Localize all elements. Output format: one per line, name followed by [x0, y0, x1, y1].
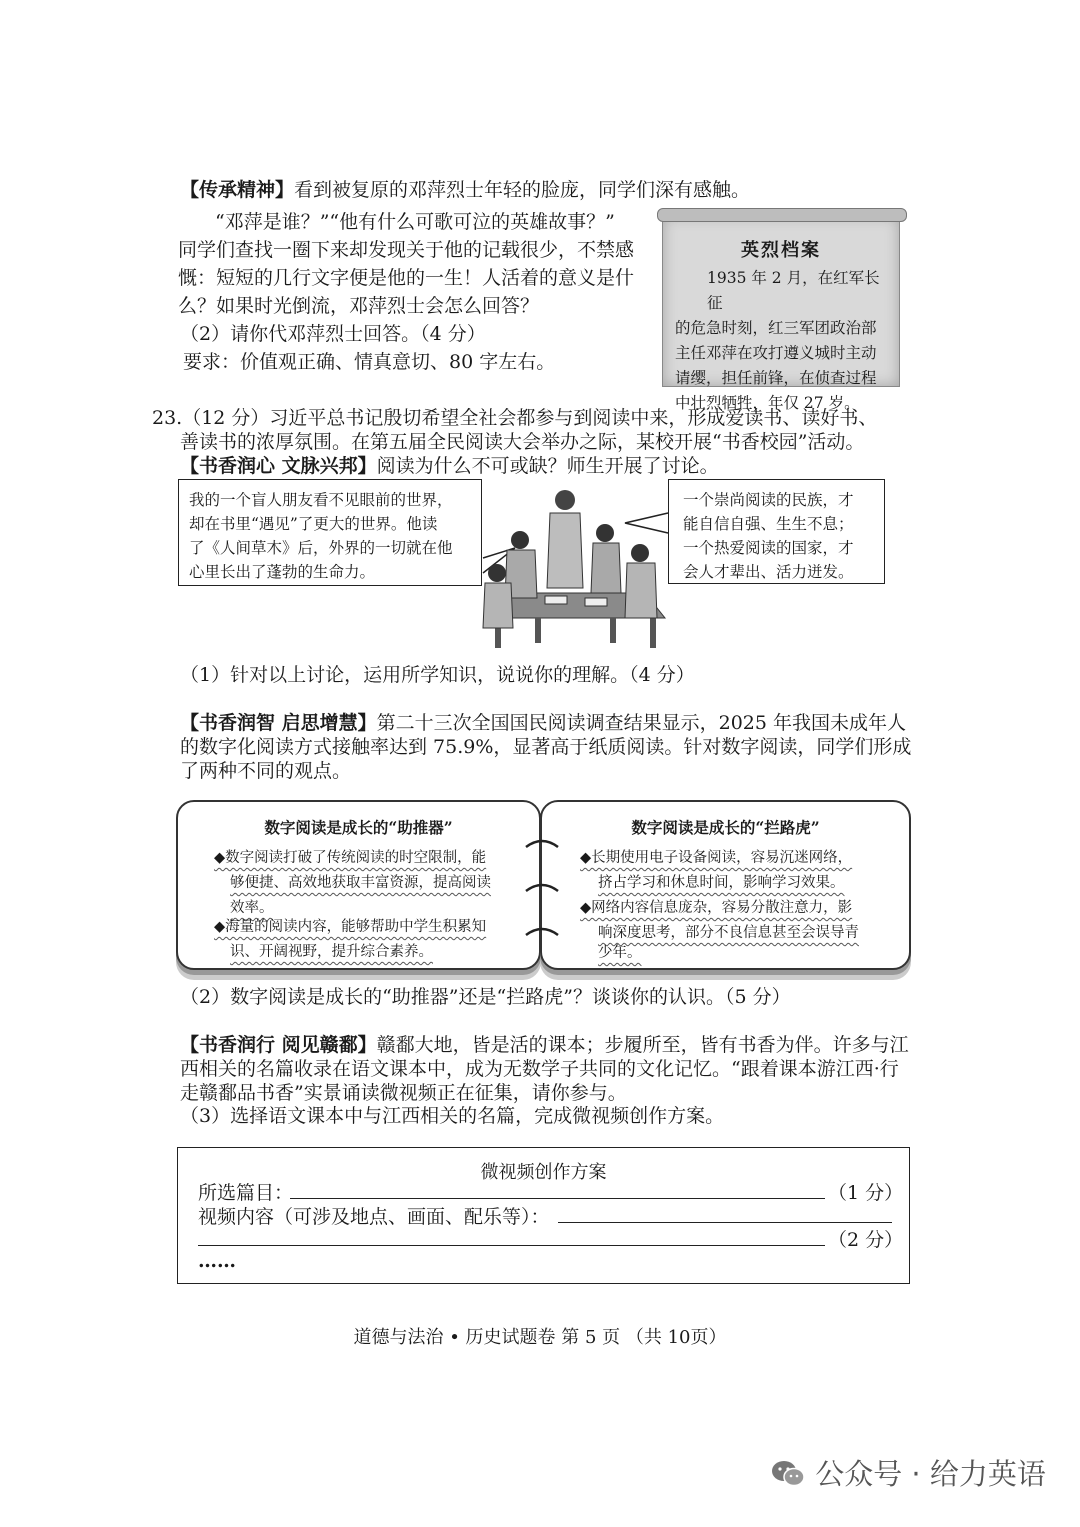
bubble-line: 会人才辈出、活力迸发。: [683, 563, 854, 581]
bubble-line: 我的一个盲人朋友看不见眼前的世界，: [189, 491, 453, 509]
inherit-intro: [180, 178, 750, 202]
obstacle-item: ◆网络内容信息庞杂，容易分散注意力，影: [580, 900, 853, 916]
archive-line: 的危急时刻，红三军团政治部: [675, 319, 877, 337]
booster-item: 够便捷、高效地获取丰富资源，提高阅读: [230, 875, 491, 891]
archive-line: 请缨，担任前锋，在侦查过程: [675, 369, 877, 387]
archive-text: [675, 266, 889, 416]
inherit-tag: 【传承精神】: [180, 179, 295, 201]
q23-line-1: 23.（12 分）习近平总书记殷切希望全社会都参与到阅读中来，形成爱读书、读好书、: [152, 407, 878, 429]
book-page-booster: [176, 800, 541, 970]
bubble-line: 了《人间草木》后，外界的一切就在他: [189, 539, 453, 557]
q23-section-2: [180, 711, 906, 735]
plan-content-blank-2[interactable]: [198, 1245, 825, 1246]
book-rings: [522, 835, 562, 945]
booster-item: ◆海量的阅读内容，能够帮助中学生积累知: [214, 919, 487, 935]
q23-question-1: （1）针对以上讨论，运用所学知识，说说你的理解。（4 分）: [180, 664, 695, 686]
plan-score-1: （1 分）: [828, 1182, 904, 1204]
obstacle-item: 响深度思考，部分不良信息甚至会误导青: [598, 925, 859, 941]
speech-bubble-left: [178, 479, 482, 586]
obstacle-title: 数字阅读是成长的“拦路虎”: [631, 818, 820, 837]
inherit-question-2: （2）请你代邓萍烈士回答。（4 分）: [180, 323, 486, 345]
section-1-text: 阅读为什么不可或缺？师生开展了讨论。: [376, 455, 719, 477]
q23-line-2: 善读书的浓厚氛围。在第五届全民阅读大会举办之际，某校开展“书香校园”活动。: [180, 431, 865, 453]
bubble-line: 能自信自强、生生不息；: [683, 515, 854, 533]
section-1-tag: 【书香润心 文脉兴邦】: [180, 455, 377, 477]
q23-section-3: [180, 1033, 909, 1057]
booster-item: 识、开阔视野，提升综合素养。: [230, 944, 433, 960]
section-2-line-2: 的数字化阅读方式接触率达到 75.9%，显著高于纸质阅读。针对数字阅读，同学们形成: [180, 736, 912, 758]
obstacle-item: 少年。: [598, 945, 642, 961]
inherit-intro-text: 看到被复原的邓萍烈士年轻的脸庞，同学们深有感触。: [294, 179, 751, 201]
archive-title: 英烈档案: [741, 240, 821, 261]
plan-title-blank[interactable]: [290, 1198, 825, 1199]
plan-ellipsis: ……: [198, 1250, 236, 1272]
bubble-line: 一个崇尚阅读的民族，才: [683, 491, 854, 509]
section-2-line-3: 了两种不同的观点。: [180, 760, 352, 782]
inherit-para-3: 慨：短短的几行文字便是他的一生！人活着的意义是什: [178, 267, 635, 289]
inherit-requirement: 要求：价值观正确、情真意切、80 字左右。: [183, 351, 556, 373]
video-plan-box: [177, 1147, 910, 1284]
inherit-para-1: “邓萍是谁？”“他有什么可歌可泣的英雄故事？”: [215, 211, 615, 233]
archive-line: 1935 年 2 月，在红军长征: [707, 269, 880, 312]
inherit-para-2: 同学们查找一圈下来却发现关于他的记载很少，不禁感: [178, 239, 635, 261]
plan-score-2: （2 分）: [828, 1229, 904, 1251]
watermark: [770, 1452, 1046, 1493]
section-3-text: 赣鄱大地，皆是活的课本；步履所至，皆有书香为伴。许多与江: [376, 1034, 909, 1056]
section-3-line-3: 走赣鄱品书香”实景诵读微视频正在征集，请你参与。: [180, 1082, 627, 1104]
booster-title: 数字阅读是成长的“助推器”: [264, 818, 453, 837]
obstacle-item: ◆长期使用电子设备阅读，容易沉迷网络，: [580, 850, 853, 866]
speech-bubble-right: [668, 479, 885, 584]
archive-line: 主任邓萍在攻打遵义城时主动: [675, 344, 877, 362]
bubble-line: 心里长出了蓬勃的生命力。: [189, 563, 376, 581]
plan-field-content-label: 视频内容（可涉及地点、画面、配乐等）：: [198, 1206, 550, 1228]
bubble-line: 却在书里“遇见”了更大的世界。他读: [189, 515, 438, 533]
bubble-line: 一个热爱阅读的国家，才: [683, 539, 854, 557]
section-2-text: 第二十三次全国国民阅读调查结果显示，2025 年我国未成年人: [376, 712, 907, 734]
booster-item: ◆数字阅读打破了传统阅读的时空限制，能: [214, 850, 487, 866]
archive-line: 中壮烈牺牲，年仅 27 岁。: [675, 394, 860, 412]
q23-question-2: （2）数字阅读是成长的“助推器”还是“拦路虎”？谈谈你的认识。（5 分）: [180, 986, 791, 1008]
section-3-line-2: 西相关的名篇收录在语文课本中，成为无数学子共同的文化记忆。“跟着课本游江西·行: [180, 1058, 899, 1080]
booster-item: 效率。: [230, 900, 274, 916]
plan-field-title-label: 所选篇目：: [198, 1182, 294, 1204]
page-footer: 道德与法治 • 历史试题卷 第 5 页 （共 10页）: [353, 1327, 727, 1348]
plan-title: 微视频创作方案: [480, 1162, 607, 1183]
section-2-tag: 【书香润智 启思增慧】: [180, 712, 377, 734]
scroll-top-roll: [657, 208, 907, 222]
hero-archive-scroll: [662, 215, 900, 412]
watermark-text: 公众号 · 给力英语: [815, 1457, 1046, 1491]
q23-section-1: [180, 454, 719, 478]
plan-content-blank-1[interactable]: [558, 1222, 892, 1223]
inherit-para-4: 么？如果时光倒流，邓萍烈士会怎么回答？: [178, 295, 540, 317]
discussion-illustration: [475, 478, 675, 653]
q23-question-3: （3）选择语文课本中与江西相关的名篇，完成微视频创作方案。: [180, 1105, 725, 1127]
book-page-obstacle: [540, 800, 911, 970]
wechat-icon: [770, 1459, 806, 1489]
section-3-tag: 【书香润行 阅见赣鄱】: [180, 1034, 377, 1056]
obstacle-item: 挤占学习和休息时间，影响学习效果。: [598, 875, 845, 891]
